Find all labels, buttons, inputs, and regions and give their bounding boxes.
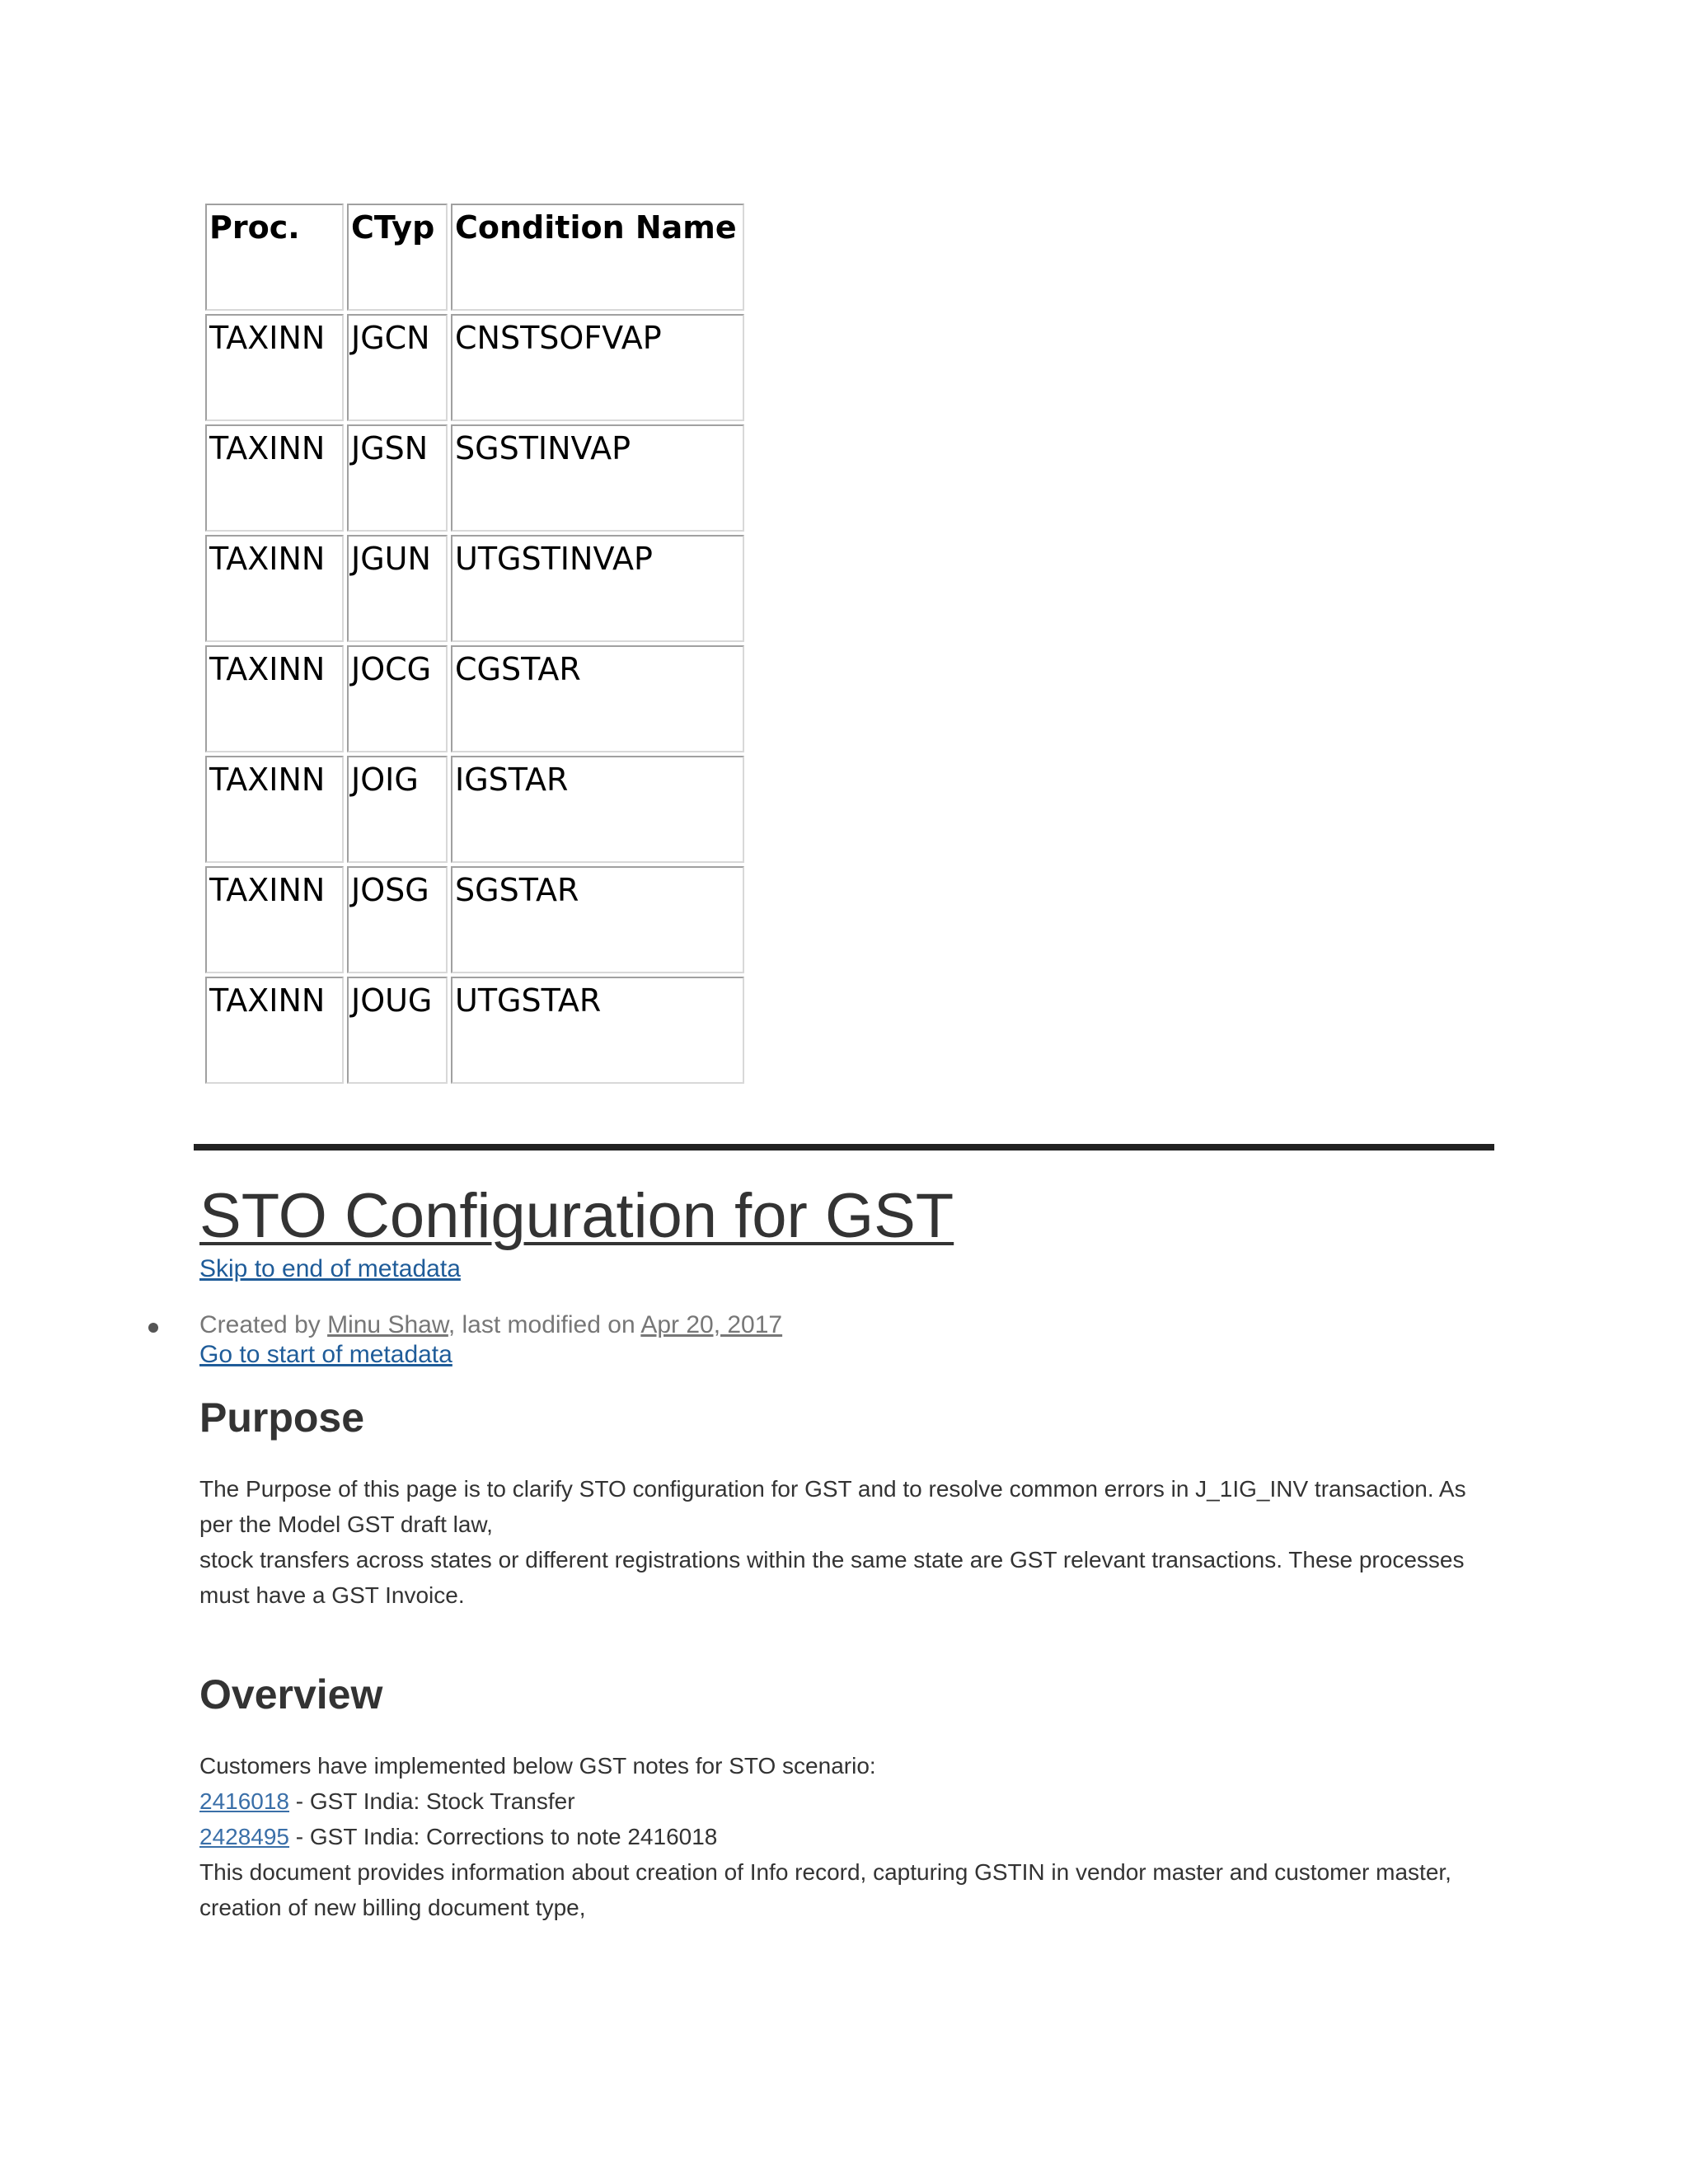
created-by-label: Created by (199, 1311, 328, 1338)
table-row (205, 535, 744, 642)
header-proc: Proc. (205, 204, 344, 311)
proc-cell: TAXINN (205, 977, 344, 1084)
condition-name-cell: CNSTSOFVAP (451, 314, 744, 421)
overview-heading: Overview (199, 1671, 383, 1718)
last-modified-label: , last modified on (448, 1311, 641, 1338)
proc-cell: TAXINN (205, 645, 344, 752)
proc-cell: TAXINN (205, 424, 344, 532)
paragraph-line: per the Model GST draft law, (199, 1511, 493, 1537)
ctyp-cell: JGSN (347, 424, 448, 532)
ctyp-cell: JOSG (347, 866, 448, 973)
header-condition-name: Condition Name (451, 204, 744, 311)
condition-name-cell: SGSTINVAP (451, 424, 744, 532)
note-list-item (199, 1819, 1502, 1854)
condition-name-cell: UTGSTINVAP (451, 535, 744, 642)
go-to-start-of-metadata-link[interactable]: Go to start of metadata (199, 1341, 452, 1368)
paragraph-line: The Purpose of this page is to clarify STO configuration for GST and to resolve common errors in J_1IG_INV transaction. As (199, 1476, 1466, 1502)
table-row (205, 756, 744, 863)
section-divider (194, 1144, 1494, 1147)
table-row (205, 424, 744, 532)
purpose-paragraph (199, 1471, 1502, 1613)
bullet-icon (148, 1323, 158, 1333)
skip-to-end-of-metadata-link[interactable]: Skip to end of metadata (199, 1255, 461, 1282)
note-list-item (199, 1783, 1502, 1819)
overview-intro: Customers have implemented below GST notes for STO scenario: (199, 1753, 876, 1779)
table-row (205, 314, 744, 421)
overview-paragraph (199, 1748, 1502, 1925)
note-link[interactable]: 2428495 (199, 1824, 290, 1849)
paragraph-line: stock transfers across states or different registrations within the same state are GST relevant transactions. These processes (199, 1547, 1465, 1572)
modified-date-link[interactable]: Apr 20, 2017 (640, 1311, 783, 1338)
table-row (205, 977, 744, 1084)
ctyp-cell: JOCG (347, 645, 448, 752)
note-link[interactable]: 2416018 (199, 1788, 290, 1814)
proc-cell: TAXINN (205, 866, 344, 973)
ctyp-cell: JOIG (347, 756, 448, 863)
proc-cell: TAXINN (205, 314, 344, 421)
page-title[interactable]: STO Configuration for GST (199, 1181, 954, 1251)
purpose-heading: Purpose (199, 1394, 365, 1441)
proc-cell: TAXINN (205, 756, 344, 863)
proc-cell: TAXINN (205, 535, 344, 642)
page-metadata (199, 1310, 782, 1340)
paragraph-line: creation of new billing document type, (199, 1895, 586, 1920)
table-header-row (205, 204, 744, 311)
ctyp-cell: JGCN (347, 314, 448, 421)
ctyp-cell: JOUG (347, 977, 448, 1084)
condition-table (202, 200, 748, 1087)
condition-name-cell: UTGSTAR (451, 977, 744, 1084)
condition-name-cell: SGSTAR (451, 866, 744, 973)
note-description: - GST India: Stock Transfer (289, 1788, 575, 1814)
paragraph-line: must have a GST Invoice. (199, 1582, 465, 1608)
header-ctyp: CTyp (347, 204, 448, 311)
table-row (205, 866, 744, 973)
table-row (205, 645, 744, 752)
condition-name-cell: IGSTAR (451, 756, 744, 863)
ctyp-cell: JGUN (347, 535, 448, 642)
paragraph-line: This document provides information about creation of Info record, capturing GSTIN in vendor master and customer master, (199, 1859, 1451, 1885)
condition-name-cell: CGSTAR (451, 645, 744, 752)
author-link[interactable]: Minu Shaw (327, 1311, 448, 1338)
note-description: - GST India: Corrections to note 2416018 (289, 1824, 718, 1849)
